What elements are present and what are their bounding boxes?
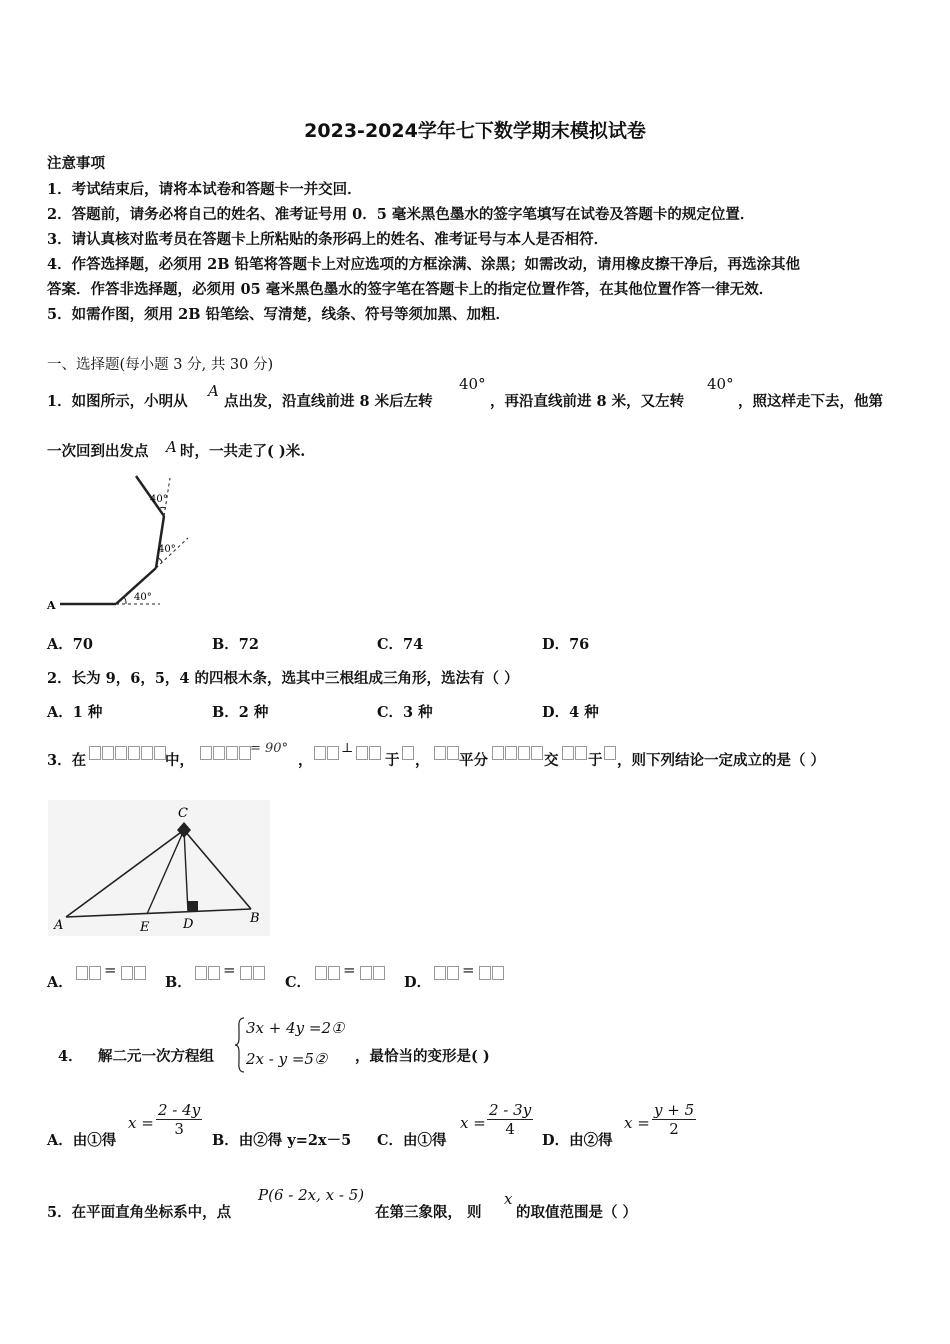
q3-text-9: ，则下列结论一定成立的是（ ） <box>617 752 826 769</box>
q4-option-d-lhs: x = <box>624 1114 650 1132</box>
q2-option-d[interactable]: D．4 种 <box>542 704 599 721</box>
q3-perp: ⊥ <box>341 741 354 756</box>
q1-option-b[interactable]: B．72 <box>212 636 259 653</box>
notice-item: 1．考试结束后，请将本试卷和答题卡一并交回． <box>47 181 362 198</box>
missing-glyph-boxes <box>240 962 266 981</box>
notice-item: 4．作答选择题，必须用 2B 铅笔将答题卡上对应选项的方框涂满、涂黑；如需改动，请用橡皮擦干净后，再选涂其他 <box>47 256 801 273</box>
q1-option-a[interactable]: A．70 <box>47 636 93 653</box>
angle-arc <box>124 597 126 604</box>
q1-option-c[interactable]: C．74 <box>377 636 424 653</box>
numerator: y + 5 <box>654 1101 695 1119</box>
missing-glyph-boxes <box>200 742 252 761</box>
q3-text-1: 3．在 <box>47 752 87 769</box>
q3-text-8: 于 <box>588 752 603 769</box>
missing-glyph-boxes <box>314 742 340 761</box>
q3-option-d[interactable]: D． <box>404 974 432 991</box>
brace-icon <box>234 1016 246 1074</box>
q1-text-3: ，再沿直线前进 8 米，又左转 <box>490 393 685 410</box>
notice-item: 3．请认真核对监考员在答题卡上所粘贴的条形码上的姓名、准考证号与本人是否相符． <box>47 231 609 248</box>
equals-sign: = <box>343 961 356 979</box>
label-d: D <box>183 917 194 932</box>
numerator: 2 - 4y <box>158 1101 201 1119</box>
q4-option-a-fraction <box>156 1101 202 1138</box>
equals-sign: = <box>104 961 117 979</box>
q4-option-c-fraction <box>487 1101 533 1138</box>
fig-angle-label: 40° <box>134 592 152 603</box>
fig-angle-label: 40° <box>158 544 176 555</box>
q4-option-d-fraction <box>652 1101 696 1138</box>
denominator: 3 <box>174 1120 184 1138</box>
q5-point: P(6 - 2x, x - 5) <box>258 1186 365 1204</box>
q2-text: 2．长为 9，6，5，4 的四根木条，选其中三根组成三角形，选法有（ ） <box>47 670 519 687</box>
q1-line2-a: 一次回到出发点 <box>47 443 149 460</box>
label-b: B <box>250 911 260 926</box>
label-e: E <box>140 920 150 935</box>
q1-text-2: 点出发，沿直线前进 8 米后左转 <box>224 393 433 410</box>
q4-option-c-lhs: x = <box>460 1114 486 1132</box>
q4-option-a[interactable]: A．由①得 <box>47 1132 117 1149</box>
q2-option-c[interactable]: C．3 种 <box>377 704 433 721</box>
denominator: 4 <box>505 1120 515 1138</box>
q2-option-a[interactable]: A．1 种 <box>47 704 103 721</box>
q5-var: x <box>504 1190 513 1208</box>
q4-option-c[interactable]: C．由①得 <box>377 1132 447 1149</box>
notice-heading: 注意事项 <box>47 155 105 172</box>
q1-angle-1: 40° <box>459 375 486 393</box>
q5-text-3: 的取值范围是（ ） <box>516 1204 638 1221</box>
missing-glyph-boxes <box>76 962 102 981</box>
q3-text-3: ， <box>298 752 313 769</box>
q4-number: 4． <box>58 1048 83 1065</box>
q3-eq90: = 90° <box>250 741 289 756</box>
label-a: A <box>54 918 64 933</box>
q3-text-4: 于 <box>385 752 400 769</box>
right-angle-mark <box>188 901 198 911</box>
missing-glyph-boxes <box>604 742 617 761</box>
q3-figure <box>48 800 270 936</box>
fig-angle-label: 40° <box>150 494 168 505</box>
missing-glyph-boxes <box>479 962 505 981</box>
q1-line2-b: 时，一共走了( )米. <box>180 443 306 460</box>
q4-option-d[interactable]: D．由②得 <box>542 1132 613 1149</box>
q4-tail: ，最恰当的变形是( ) <box>355 1048 490 1065</box>
path-segment <box>156 516 164 568</box>
q4-option-a-lhs: x = <box>128 1114 154 1132</box>
q1-angle-2: 40° <box>707 375 734 393</box>
missing-glyph-boxes <box>356 742 382 761</box>
page-title: 2023-2024学年七下数学期末模拟试卷 <box>304 120 646 142</box>
missing-glyph-boxes <box>434 962 460 981</box>
angle-arc <box>160 507 166 508</box>
q4-option-b[interactable]: B．由②得 y=2x－5 <box>212 1132 352 1149</box>
q3-text-6: 平分 <box>459 752 488 769</box>
equals-sign: = <box>223 961 236 979</box>
missing-glyph-boxes <box>360 962 386 981</box>
q2-option-b[interactable]: B．2 种 <box>212 704 269 721</box>
label-c: C <box>178 806 188 821</box>
q3-option-b[interactable]: B． <box>165 974 192 991</box>
numerator: 2 - 3y <box>489 1101 532 1119</box>
q1-line2-var: A <box>166 438 177 456</box>
notice-item: 2．答题前，请务必将自己的姓名、准考证号用 0．5 毫米黑色墨水的签字笔填写在试卷及答题卡的规定位置． <box>47 206 755 223</box>
missing-glyph-boxes <box>89 742 167 761</box>
missing-glyph-boxes <box>492 742 544 761</box>
q4-equation-2: 2x - y =5② <box>246 1050 328 1068</box>
q1-figure <box>40 472 200 617</box>
q1-var-a: A <box>208 382 219 400</box>
q1-option-d[interactable]: D．76 <box>542 636 590 653</box>
missing-glyph-boxes <box>121 962 147 981</box>
angle-arc <box>158 558 162 562</box>
notice-item: 5．如需作图，须用 2B 铅笔绘、写清楚，线条、符号等须加黑、加粗． <box>47 306 511 323</box>
q3-text-7: 交 <box>544 752 559 769</box>
q1-text-1: 1．如图所示，小明从 <box>47 393 188 410</box>
q3-option-a[interactable]: A． <box>47 974 73 991</box>
equals-sign: = <box>462 961 475 979</box>
denominator: 2 <box>669 1120 679 1138</box>
q3-text-5: ， <box>415 752 430 769</box>
missing-glyph-boxes <box>562 742 588 761</box>
q1-text-4: ，照这样走下去，他第 <box>738 393 883 410</box>
q3-text-2: 中， <box>165 752 194 769</box>
missing-glyph-boxes <box>434 742 460 761</box>
q5-text-2: 在第三象限， 则 <box>375 1204 482 1221</box>
missing-glyph-boxes <box>402 742 415 761</box>
fig-label-a: A <box>47 599 56 612</box>
section-heading: 一、选择题(每小题 3 分, 共 30 分) <box>47 357 274 373</box>
notice-item: 答案．作答非选择题，必须用 05 毫米黑色墨水的签字笔在答题卡上的指定位置作答，在其他位置作答一律无效． <box>47 281 774 298</box>
q4-equation-1: 3x + 4y =2① <box>246 1019 345 1037</box>
q4-text: 解二元一次方程组 <box>98 1048 214 1065</box>
q3-option-c[interactable]: C． <box>285 974 312 991</box>
missing-glyph-boxes <box>315 962 341 981</box>
q5-text-1: 5．在平面直角坐标系中，点 <box>47 1204 232 1221</box>
missing-glyph-boxes <box>195 962 221 981</box>
